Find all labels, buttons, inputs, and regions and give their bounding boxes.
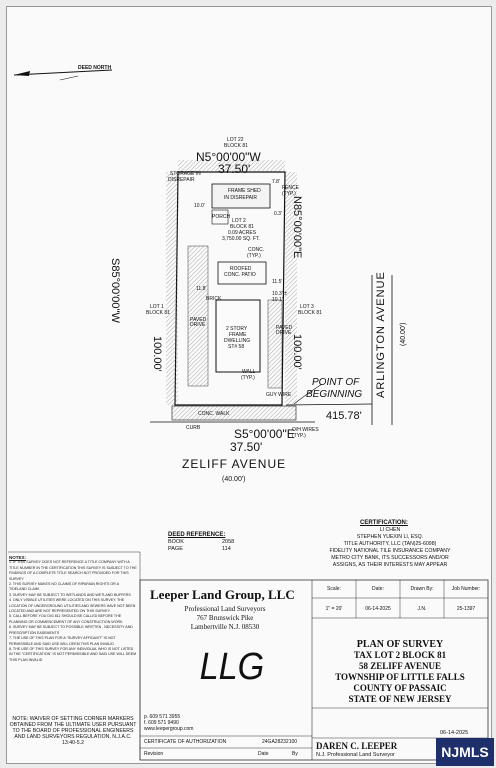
date-header: Date: [372,586,384,592]
acres-label: 0.09 ACRES [228,230,257,236]
note-item: 7. THE USE OF THIS PLAN FOR A "SURVEY AFFIDAVIT" IS NOT PERMISSIBLE AND SAID USE WILL DEEM THIS PLAN INVALID [9,636,116,646]
notes-title: NOTES: [9,555,27,560]
block-81-label: BLOCK 81 [230,224,254,230]
street-arlington: ARLINGTON AVENUE [375,271,387,398]
oh-wires-typ-label: (TYP.) [292,433,306,439]
plan-line: TAX LOT 2 BLOCK 81 [353,650,447,660]
notes-block [9,555,137,663]
company-name: Leeper Land Group, LLC [150,587,295,602]
note-item: 1. IF THIS SURVEY DOES NOT REFERENCE A TITLE COMPANY WITH A TITLE NUMBER IN THE CERTIFICATION THIS SURVEY IS SUBJECT TO THE FINDINGS OF A COMPLETE TITLE SEARCH NOT PROVIDED FOR THIS SURVEY [9,560,137,581]
bearing-top: N5°00'00"W [196,150,261,164]
conc-typ-label: (TYP.) [247,253,261,259]
plan-line: STATE OF NEW JERSEY [348,694,452,704]
brick-label: BRICK [206,296,222,302]
cert-line: TITLE AUTHORITY, LLC (TAN)25-6098) [343,541,437,547]
note-item: 4. ONLY VISIBLE UTILITIES WERE LOCATED ON THIS SURVEY. THE LOCATION OF UNDERGROUND UTILITIES AND SEWERS HAVE NOT BEEN LOCATED AND ARE NOT REPRESENTED ON THIS SURVEY [9,598,136,614]
cert-line: METRO CITY BANK, ITS SUCCESSORS AND/OR [331,555,449,561]
paved-drive-left [188,246,208,386]
cert-auth-value: 24GA28232100 [262,739,298,745]
dim-4: 11.8' [196,286,207,292]
deed-page-label: PAGE [168,546,183,552]
north-arrow-icon [14,70,112,80]
in-disrepair-label: IN DISREPAIR [224,195,257,201]
curb-label: CURB [186,425,201,431]
cert-line: LI CHEN [379,527,401,533]
scale-header: Scale: [327,586,341,592]
drawn-by-header: Drawn By: [410,586,434,592]
guy-wire-label: GUY WIRE [266,392,292,398]
street-zeliff: ZELIFF AVENUE [182,457,287,471]
fence-typ-label: (TYP.) [282,191,296,197]
certification-title: CERTIFICATION: [360,520,408,526]
dim-6: 11.5' [272,279,283,285]
bearing-right: N85°00'00"E [291,196,303,259]
cert-line: FIDELITY NATIONAL TILE INSURANCE COMPANY [329,548,451,554]
revision-by-label: By [292,751,298,757]
plan-line: 58 ZELIFF AVENUE [358,661,442,671]
block-label: BLOCK 81 [224,143,248,149]
plan-title: PLAN OF SURVEY [356,639,444,650]
conc-patio-label: CONC. PATIO [224,272,256,278]
wall-typ-label: (TYP.) [241,375,255,381]
note-item: 2. THIS SURVEY MAKES NO CLAIMS OF RIPARIAN RIGHTS OR A TIDELAND CLAIM [9,582,119,592]
tie-line [286,404,372,405]
job-number-header: Job Number: [451,586,481,592]
lot-2-label: LOT 2 [232,218,246,224]
njmls-badge: NJMLS [436,738,494,766]
distance-bottom: 37.50' [230,440,263,454]
deed-book-label: BOOK [168,539,184,545]
company-logo: LLG [199,646,265,688]
plan-line: TOWNSHIP OF LITTLE FALLS [335,672,465,682]
surveyor-name: DAREN C. LEEPER [316,741,398,751]
date-value: 06-14-2025 [365,606,391,612]
job-number-value: 25-1397 [456,606,476,612]
distance-left: 100.00' [151,336,163,372]
deed-book-value: 2058 [222,539,235,545]
cert-auth-label: CERTIFICATE OF AUTHORIZATION [144,739,227,745]
company-fax: f. 609 571 9490 [144,720,179,726]
storage-label: STORAGE IN [170,171,201,177]
company-phone: p. 609 571 3955 [144,714,181,720]
distance-right: 100.00' [291,334,303,370]
roofed-label: ROOFED [230,266,252,272]
scale-value: 1" = 20' [325,606,343,612]
company-address-1: 767 Brunswick Pike [196,614,254,622]
waiver-note: NOTE: WAIVER OF SETTING CORNER MARKERS OBTAINED FROM THE ULTIMATE USER PURSUANT TO THE BOARD OF PROFESSIONAL ENGINEERS AND LAND SURVEYORS REGULATION, N.J.A.C. 13:40-5.2 [9,716,137,746]
wall-label: WALL [242,369,256,375]
paved-drive-right-label: PAVED DRIVE [276,325,293,336]
sqft-label: 3,750.00 SQ. FT. [222,236,260,242]
dwelling-label: DWELLING [224,338,251,344]
street-zeliff-width: (40.00') [222,476,246,483]
plan-line: COUNTY OF PASSAIC [353,683,447,693]
dwelling-type: FRAME [229,332,247,338]
lot-label: LOT 22 [227,137,244,143]
surveyor-title: N.J. Professional Land Surveyor [316,752,395,758]
tie-distance: 415.78' [326,410,362,422]
dim-1: 7.8' [272,179,280,185]
revision-label: Revision [144,751,164,757]
street-number: ST# 58 [228,344,245,350]
disrepair-label: DISREPAIR [168,177,195,183]
oh-wires-label: O/H WIRES [292,427,319,433]
dim-7: 10.1' [272,297,283,303]
porch-label: PORCH [212,214,231,220]
deed-reference-title: DEED REFERENCE: [168,532,226,538]
conc-label: CONC. [248,247,265,253]
lot-3-block-label: BLOCK 81 [298,310,322,316]
lot-1-label: LOT 1 [150,304,164,310]
bearing-left: S85°00'00"W [109,258,121,323]
dim-3: 10.0' [194,203,205,209]
conc-walk [172,406,296,420]
distance-top: 37.50' [218,162,251,176]
plan-date: 06-14-2025 [440,730,469,736]
company-address-2: Lambertville N.J. 08530 [190,623,260,631]
conc-walk-label: CONC. WALK [198,411,230,417]
lot-3-label: LOT 3 [300,304,314,310]
dwelling-stories: 2 STORY [226,326,248,332]
revision-date-label: Date [258,751,269,757]
company-subtitle: Professional Land Surveyors [184,605,266,613]
dim-2: 0.3' [274,211,282,217]
point-of-label: POINT OF [312,377,360,388]
frame-shed-label: FRAME SHED [228,188,261,194]
paved-drive-left-label: PAVED DRIVE [190,317,207,328]
cert-line: STEPHEN YUEXIN LI, ESQ. [356,534,424,540]
dim-5: 10.3' ± [272,291,287,297]
note-item: 5. CALL BEFORE YOU DIG 811 SHOULD BE CALLED BEFORE THE PLANNING OR COMMENCEMENT OF ANY CONSTRUCTION WORK [9,614,123,624]
lot-1-block-label: BLOCK 81 [146,310,170,316]
deed-north-label: DEED NORTH [78,65,112,71]
fence-label: FENCE [282,185,299,191]
street-arlington-width: (40.00') [400,322,407,346]
bearing-bottom: S5°00'00"E [234,427,295,441]
note-item: 8. THE USE OF THIS SURVEY FOR ANY INDIVIDUAL WHO IS NOT LISTED IN THE "CERTIFICATION" IS NOT PERMISSIBLE AND SAID USE WILL DEEM THIS PLAN INVALID [9,646,137,662]
drawn-by-value: J.N. [417,606,427,612]
company-website: www.leepergroup.com [144,726,194,732]
note-item: 3. SURVEY MAY BE SUBJECT TO WETLANDS AND WETLAND BUFFERS [9,592,131,597]
cert-line: ASSIGNS, AS THEIR INTERESTS MAY APPEAR [332,562,448,568]
beginning-label: BEGINNING [306,389,363,400]
note-item: 6. SURVEY MAY BE SUBJECT TO POSSIBLE WRITTEN , NECESSITY AND PRESCRIPTION EASEMENTS [9,625,133,635]
deed-page-value: 114 [222,546,231,552]
